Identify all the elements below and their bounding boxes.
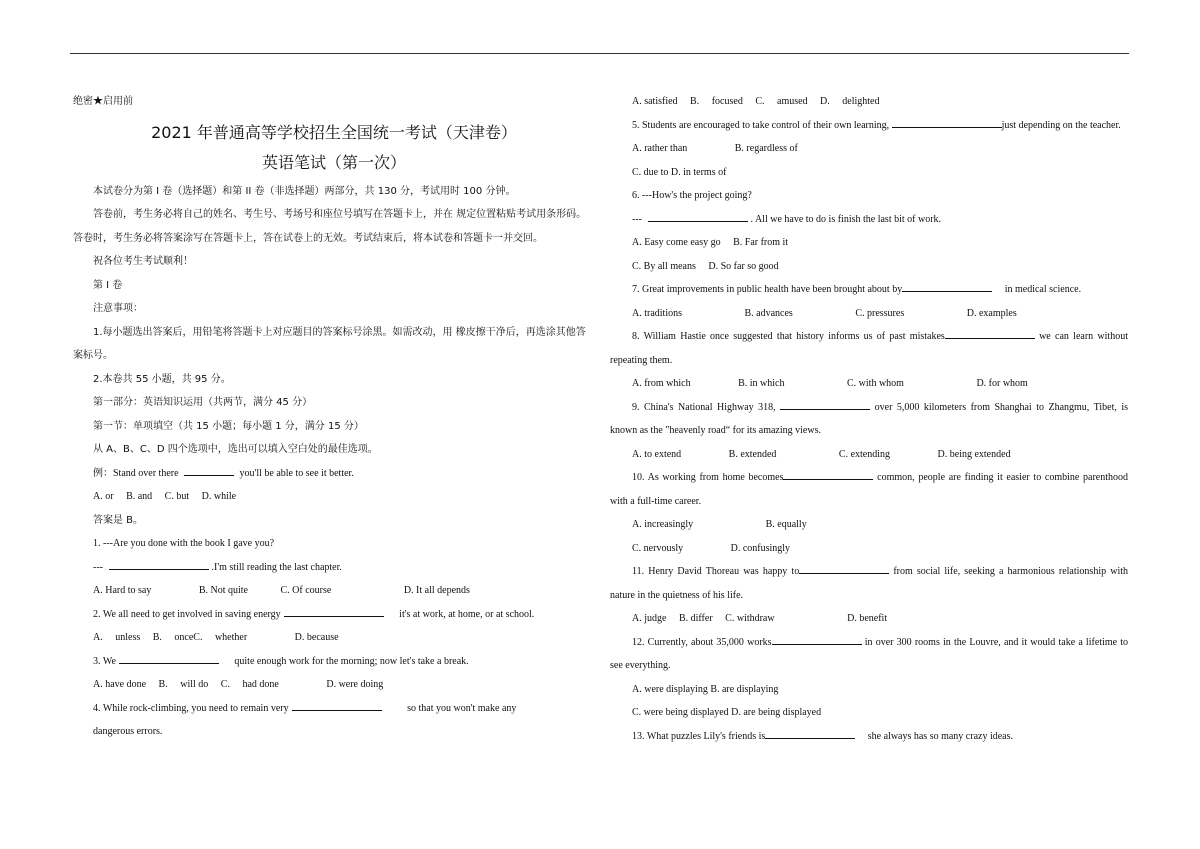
- question-7-options: A. traditions B. advances C. pressures D. examples: [632, 307, 1017, 319]
- example-stem: 例：Stand over there you'll be able to see it better.: [93, 462, 595, 486]
- right-column: [610, 90, 1129, 748]
- question-6-options-2: C. By all means D. So far so good: [632, 260, 779, 272]
- question-9-options: A. to extend B. extended C. extending D. being extended: [632, 448, 1011, 460]
- answer-blank: [765, 727, 855, 739]
- question-4-stem-cont: dangerous errors.: [93, 726, 163, 737]
- question-4-stem: 4. While rock-climbing, you need to remain very so that you won't make any: [93, 697, 595, 721]
- answer-blank: [648, 210, 748, 222]
- answer-blank: [119, 652, 219, 664]
- left-column: [73, 90, 595, 744]
- note-2: 2.本卷共 55 小题，共 95 分。: [93, 373, 231, 385]
- question-9-stem: 9. China's National Highway 318, over 5,000 kilometers from Shanghai to Zhangmu, Tibet, is known as the "heavenly road“ for its amazing views.: [610, 396, 1128, 443]
- intro-paragraph-3: 祝各位考生考试顺利！: [93, 256, 193, 267]
- example-options: A. or B. and C. but D. while: [93, 491, 237, 502]
- answer-blank: [892, 116, 1002, 128]
- answer-blank: [783, 468, 873, 480]
- volume-label: 第 I 卷: [93, 279, 123, 291]
- exam-subtitle: 英语笔试（第一次）: [261, 152, 406, 172]
- part-1-heading: 第一部分：英语知识运用（共两节，满分 45 分）: [93, 397, 313, 408]
- answer-blank: [292, 699, 382, 711]
- answer-blank: [284, 605, 384, 617]
- question-5-stem: 5. Students are encouraged to take control of their own learning, just depending on the teacher.: [632, 114, 1128, 138]
- question-3-options: A. have done B. will do C. had done D. were doing: [93, 679, 384, 690]
- exam-title: 2021 年普通高等学校招生全国统一考试（天津卷）: [151, 122, 517, 142]
- notes-title: 注意事项：: [93, 303, 143, 314]
- question-11-options: A. judge B. differ C. withdraw D. benefit: [632, 613, 888, 624]
- answer-blank: [780, 398, 870, 410]
- question-1-line-2: --- .I'm still reading the last chapter.: [93, 556, 595, 580]
- question-10-options-2: C. nervously D. confusingly: [632, 542, 791, 554]
- answer-blank: [945, 327, 1035, 339]
- question-13-stem: 13. What puzzles Lily's friends is she always has so many crazy ideas.: [632, 725, 1128, 749]
- question-10-stem: 10. As working from home becomes common, people are finding it easier to combine parenthood with a full-time career.: [610, 466, 1128, 513]
- answer-blank: [772, 633, 862, 645]
- question-8-stem: 8. William Hastie once suggested that history informs us of past mistakes we can learn without repeating them.: [610, 325, 1128, 372]
- question-2-options: A. unless B. onceC. whether D. because: [93, 632, 339, 643]
- answer-blank: [184, 464, 234, 476]
- question-6-line-1: 6. ---How's the project going?: [632, 190, 752, 201]
- question-8-options: A. from which B. in which C. with whom D. for whom: [632, 378, 1028, 389]
- answer-blank: [109, 558, 209, 570]
- question-12-options-1: A. were displaying B. are displaying: [632, 683, 779, 695]
- question-12-stem: 12. Currently, about 35,000 works in over 300 rooms in the Louvre, and it would take a lifetime to see everything.: [610, 631, 1128, 678]
- instruction: 从 A、B、C、D 四个选项中，选出可以填入空白处的最佳选项。: [93, 444, 378, 455]
- question-10-options-1: A. increasingly B. equally: [632, 519, 807, 530]
- question-12-options-2: C. were being displayed D. are being displayed: [632, 707, 822, 718]
- question-2-stem: 2. We all need to get involved in saving energy it's at work, at home, or at school.: [93, 603, 595, 627]
- secret-label: 绝密★启用前: [73, 96, 133, 107]
- question-5-options-cont: C. due to D. in terms of: [632, 166, 727, 178]
- example-answer: 答案是 B。: [93, 514, 144, 526]
- intro-paragraph-2: 答卷前，考生务必将自己的姓名、考生号、考场号和座位号填写在答题卡上，并在 规定位置粘贴考试用条形码。答卷时，考生务必将答案涂写在答题卡上，答在试卷上的无效。考试结束后，将本试卷和答题卡一并交回。: [73, 209, 587, 244]
- question-4-options: A. satisfied B. focused C. amused D. delighted: [632, 96, 880, 107]
- question-11-stem: 11. Henry David Thoreau was happy to from social life, seeking a harmonious relationship with nature in the quietness of his life.: [610, 560, 1128, 607]
- intro-paragraph-1: 本试卷分为第 I 卷（选择题）和第 II 卷（非选择题）两部分，共 130 分，考试用时 100 分钟。: [93, 185, 516, 197]
- question-1-line-1: 1. ---Are you done with the book I gave you?: [93, 538, 275, 549]
- top-rule: [70, 53, 1129, 54]
- answer-blank: [799, 562, 889, 574]
- question-3-stem: 3. We quite enough work for the morning; now let's take a break.: [93, 650, 595, 674]
- section-1-heading: 第一节：单项填空（共 15 小题；每小题 1 分，满分 15 分）: [93, 420, 364, 432]
- question-6-line-2: --- . All we have to do is finish the last bit of work.: [632, 208, 1128, 232]
- question-6-options-1: A. Easy come easy go B. Far from it: [632, 237, 789, 248]
- question-5-options: A. rather than B. regardless of: [632, 143, 798, 154]
- answer-blank: [902, 280, 992, 292]
- note-1: 1.每小题选出答案后，用铅笔将答题卡上对应题目的答案标号涂黑。如需改动，用 橡皮擦干净后，再选涂其他答案标号。: [73, 326, 586, 361]
- question-7-stem: 7. Great improvements in public health have been brought about by in medical science.: [632, 278, 1128, 302]
- question-1-options: A. Hard to say B. Not quite C. Of course D. It all depends: [93, 585, 470, 596]
